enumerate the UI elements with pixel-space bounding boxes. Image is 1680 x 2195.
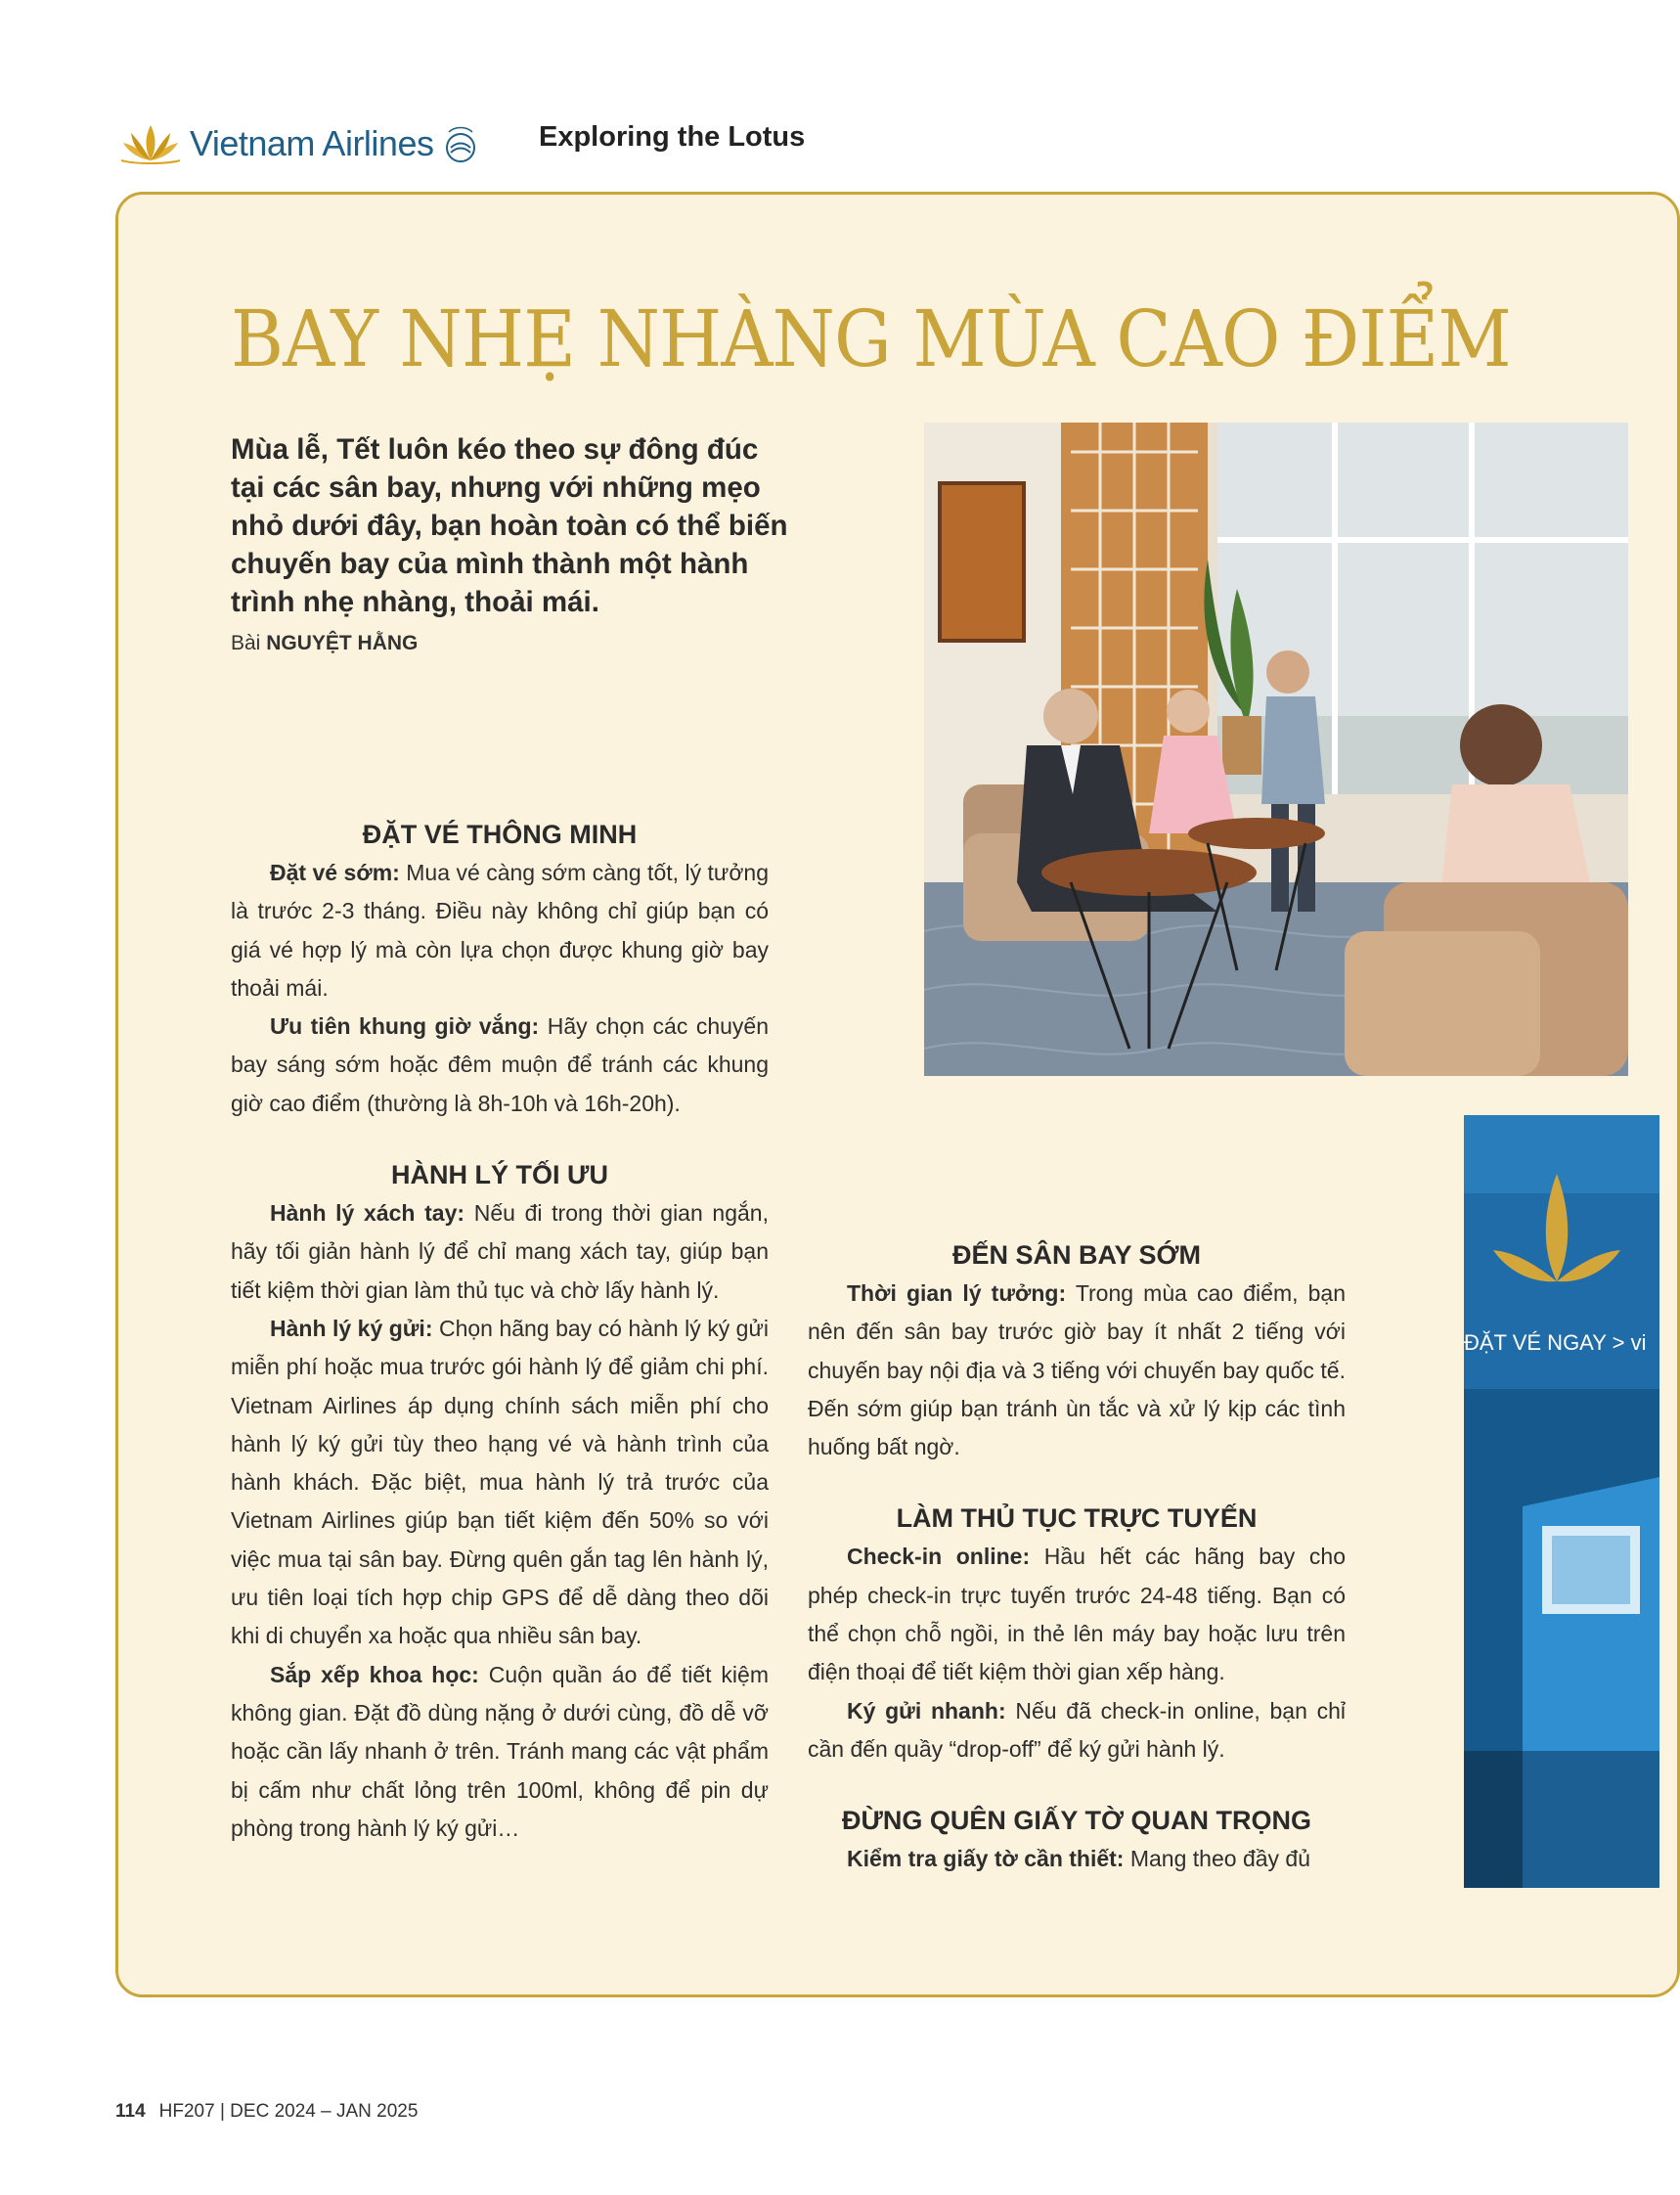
page-number: 114 [115,2101,146,2122]
early-paragraph-1 [808,1275,1346,1466]
page-footer [115,2101,418,2123]
booking-label-2: Ưu tiên khung giờ vắng: [270,1013,540,1040]
booking-label-1: Đặt vé sớm: [270,860,400,885]
middle-column [808,1236,1346,1879]
documents-text-1: Mang theo đầy đủ [1124,1846,1310,1872]
luggage-heading: HÀNH LÝ TỐI ƯU [391,1160,608,1190]
issue-info: HF207 | DEC 2024 – JAN 2025 [158,2101,419,2122]
documents-heading: ĐỪNG QUÊN GIẤY TỜ QUAN TRỌNG [842,1806,1311,1836]
page-header [115,110,995,178]
documents-label-1: Kiểm tra giấy tờ cần thiết: [847,1846,1125,1872]
byline-prefix: Bài [231,632,267,654]
skyteam-icon [441,122,480,165]
byline [231,632,418,655]
checkin-paragraph-2 [808,1692,1346,1769]
author-name: NGUYỆT HẰNG [266,632,419,654]
luggage-text-2: Chọn hãng bay có hành lý ký gửi miễn phí hoặc mua trước gói hành lý để giảm chi phí. Vietnam Airlines áp dụng chính sách miễn phí cho hành lý ký gửi tùy theo hạng vé và hành trình của hành khách. Đặc biệt, mua hành lý trả trước của Vietnam Airlines giúp bạn tiết kiệm đến 50% so với việc mua tại sân bay. Đừng quên gắn tag lên hành lý, ưu tiên loại tích hợp chip GPS để dễ dàng theo dõi khi di chuyển xa hoặc qua nhiều sân bay. [231,1315,769,1649]
booking-paragraph-1 [231,854,769,1008]
booking-text-1: Mua vé càng sớm càng tốt, lý tưởng là trước 2-3 tháng. Điều này không chỉ giúp bạn có giá vé hợp lý mà còn lựa chọn được khung giờ bay thoải mái. [231,860,769,1001]
kiosk-illustration [1464,1115,1659,1888]
checkin-label-1: Check-in online: [847,1544,1031,1570]
luggage-paragraph-1 [231,1194,769,1310]
kiosk-sign-text: ĐẶT VÉ NGAY > vi [1464,1330,1647,1355]
luggage-label-2: Hành lý ký gửi: [270,1315,433,1341]
article-lede: Mùa lễ, Tết luôn kéo theo sự đông đúc tại các sân bay, nhưng với những mẹo nhỏ dưới đây, bạn hoàn toàn có thể biến chuyến bay của mình thành một hành trình nhẹ nhàng, thoải mái. [231,433,788,618]
booking-text-2: Hãy chọn các chuyến bay sáng sớm hoặc đêm muộn để tránh các khung giờ cao điểm (thường là 8h-10h và 16h-20h). [231,1013,769,1116]
lounge-photo [924,423,1628,1076]
checkin-text-1: Hầu hết các hãng bay cho phép check-in trực tuyến trước 24-48 tiếng. Bạn có thể chọn chỗ ngồi, in thẻ lên máy bay hoặc lưu trên điện thoại để tiết kiệm thời gian xếp hàng. [808,1544,1346,1685]
luggage-text-3: Cuộn quần áo để tiết kiệm không gian. Đặt đồ dùng nặng ở dưới cùng, đồ dễ vỡ hoặc cần lấy nhanh ở trên. Tránh mang các vật phẩm bị cấm như chất lỏng trên 100ml, không để pin dự phòng trong hành lý ký gửi… [231,1661,769,1841]
booking-heading: ĐẶT VÉ THÔNG MINH [362,820,638,849]
article-headline: BAY NHẸ NHÀNG MÙA CAO ĐIỂM [231,293,1511,384]
checkin-text-2: Nếu đã check-in online, bạn chỉ cần đến quầy “drop-off” để ký gửi hành lý. [808,1697,1346,1762]
checkin-paragraph-1 [808,1538,1346,1691]
luggage-text-1: Nếu đi trong thời gian ngắn, hãy tối giản hành lý để chỉ mang xách tay, giúp bạn tiết kiệm thời gian làm thủ tục và chờ lấy hành lý. [231,1200,769,1303]
brand-name: Vietnam Airlines [190,123,434,163]
lotus-icon [115,121,186,166]
booking-paragraph-2 [231,1008,769,1123]
checkin-heading: LÀM THỦ TỤC TRỰC TUYẾN [896,1503,1258,1534]
checkin-label-2: Ký gửi nhanh: [847,1697,1006,1724]
lounge-illustration [924,423,1628,1076]
section-title: Exploring the Lotus [539,121,806,153]
vietnam-airlines-logo [115,110,480,178]
luggage-paragraph-3 [231,1656,769,1848]
documents-paragraph-1 [808,1840,1346,1878]
early-heading: ĐẾN SÂN BAY SỚM [951,1240,1202,1270]
early-text-1: Trong mùa cao điểm, bạn nên đến sân bay trước giờ bay ít nhất 2 tiếng với chuyến bay nội địa và 3 tiếng với chuyến bay quốc tế. Đến sớm giúp bạn tránh ùn tắc và xử lý kịp các tình huống bất ngờ. [808,1280,1346,1460]
luggage-paragraph-2 [231,1310,769,1656]
luggage-label-3: Sắp xếp khoa học: [270,1661,479,1687]
kiosk-photo [1464,1115,1659,1888]
early-label-1: Thời gian lý tưởng: [847,1280,1067,1306]
luggage-label-1: Hành lý xách tay: [270,1200,465,1227]
left-column [231,816,769,1848]
